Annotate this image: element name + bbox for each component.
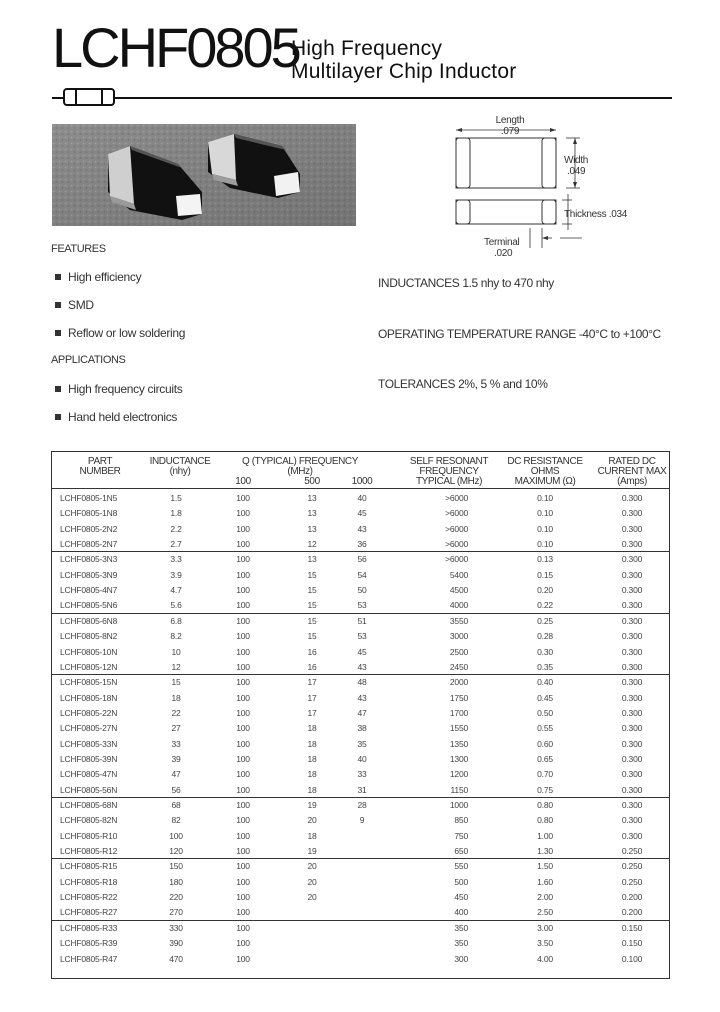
q-500-cell: 20 (307, 892, 317, 902)
rated-current-cell: 0.300 (621, 524, 643, 534)
rated-current-cell: 0.300 (621, 554, 643, 564)
header-freq-1000: 1000 (351, 476, 373, 487)
self-resonant-freq-cell: 850 (454, 815, 468, 825)
self-resonant-freq-cell: 500 (454, 877, 468, 887)
dc-resistance-cell: 0.20 (537, 585, 553, 595)
dc-resistance-cell: 0.10 (537, 539, 553, 549)
rated-current-cell: 0.300 (621, 585, 643, 595)
rated-current-cell: 0.200 (621, 907, 643, 917)
dc-resistance-cell: 1.30 (537, 846, 553, 856)
self-resonant-freq-cell: >6000 (445, 508, 468, 518)
q-100-cell: 100 (236, 923, 250, 933)
dc-resistance-cell: 0.80 (537, 800, 553, 810)
thickness-label: Thickness .034 (564, 209, 628, 220)
rated-current-cell: 0.300 (621, 677, 643, 687)
product-photo (52, 124, 356, 226)
q-500-cell: 16 (307, 662, 317, 672)
inductance-cell: 22 (171, 708, 181, 718)
q-100-cell: 100 (236, 815, 250, 825)
rated-current-cell: 0.250 (621, 877, 643, 887)
q-1000-cell: 31 (357, 785, 367, 795)
q-1000-cell: 50 (357, 585, 367, 595)
q-1000-cell: 43 (357, 693, 367, 703)
q-1000-cell: 38 (357, 723, 367, 733)
rated-current-cell: 0.300 (621, 800, 643, 810)
q-100-cell: 100 (236, 877, 250, 887)
q-500-cell: 15 (307, 631, 317, 641)
subtitle-line-1: High Frequency (291, 37, 443, 60)
dc-resistance-cell: 0.35 (537, 662, 553, 672)
self-resonant-freq-cell: 1300 (449, 754, 468, 764)
q-1000-cell: 53 (357, 631, 367, 641)
part-number-cell: LCHF0805-R15 (60, 861, 118, 871)
q-500-cell: 20 (307, 877, 317, 887)
spec-temperature-range: OPERATING TEMPERATURE RANGE -40°C to +100°C (378, 327, 661, 341)
q-100-cell: 100 (236, 662, 250, 672)
header-srf: SELF RESONANT FREQUENCY TYPICAL (MHz) (409, 456, 489, 487)
part-number-cell: LCHF0805-R39 (60, 938, 118, 948)
self-resonant-freq-cell: 1750 (449, 693, 468, 703)
part-number-cell: LCHF0805-1N8 (60, 508, 118, 518)
self-resonant-freq-cell: 1700 (449, 708, 468, 718)
product-model: LCHF0805 (52, 16, 299, 79)
part-number-cell: LCHF0805-22N (60, 708, 118, 718)
dc-resistance-cell: 0.65 (537, 754, 553, 764)
q-500-cell: 13 (307, 508, 317, 518)
q-1000-cell: 43 (357, 524, 367, 534)
dc-resistance-cell: 0.50 (537, 708, 553, 718)
self-resonant-freq-cell: >6000 (445, 524, 468, 534)
part-number-cell: LCHF0805-27N (60, 723, 118, 733)
rated-current-cell: 0.200 (621, 892, 643, 902)
q-1000-cell: 33 (357, 769, 367, 779)
inductance-cell: 12 (171, 662, 181, 672)
q-1000-cell: 36 (357, 539, 367, 549)
dc-resistance-cell: 0.70 (537, 769, 553, 779)
part-number-cell: LCHF0805-R12 (60, 846, 118, 856)
rated-current-cell: 0.300 (621, 739, 643, 749)
part-number-cell: LCHF0805-8N2 (60, 631, 118, 641)
rated-current-cell: 0.300 (621, 754, 643, 764)
applications-heading: APPLICATIONS (51, 354, 126, 366)
header-rated-current: RATED DC CURRENT MAX (Amps) (597, 456, 667, 487)
inductance-cell: 82 (171, 815, 181, 825)
terminal-label: Terminal (484, 237, 520, 248)
spec-tolerances: TOLERANCES 2%, 5 % and 10% (378, 377, 548, 391)
q-100-cell: 100 (236, 907, 250, 917)
self-resonant-freq-cell: 350 (454, 923, 468, 933)
q-100-cell: 100 (236, 693, 250, 703)
q-100-cell: 100 (236, 631, 250, 641)
self-resonant-freq-cell: 1550 (449, 723, 468, 733)
q-1000-cell: 28 (357, 800, 367, 810)
part-number-cell: LCHF0805-39N (60, 754, 118, 764)
inductance-cell: 47 (171, 769, 181, 779)
self-resonant-freq-cell: 1000 (449, 800, 468, 810)
q-100-cell: 100 (236, 493, 250, 503)
inductance-cell: 1.8 (170, 508, 182, 518)
rated-current-cell: 0.300 (621, 785, 643, 795)
part-number-cell: LCHF0805-2N2 (60, 524, 118, 534)
inductance-cell: 150 (169, 861, 183, 871)
feature-item: Reflow or low soldering (55, 326, 185, 340)
application-item: Hand held electronics (55, 410, 177, 424)
q-500-cell: 18 (307, 785, 317, 795)
inductance-cell: 2.2 (170, 524, 182, 534)
title-rule (52, 97, 672, 99)
inductance-cell: 100 (169, 831, 183, 841)
q-1000-cell: 56 (357, 554, 367, 564)
q-100-cell: 100 (236, 861, 250, 871)
q-1000-cell: 54 (357, 570, 367, 580)
bullet-icon (55, 386, 61, 392)
rated-current-cell: 0.300 (621, 815, 643, 825)
dc-resistance-cell: 4.00 (537, 954, 553, 964)
header-freq-100: 100 (235, 476, 251, 487)
terminal-value: .020 (494, 248, 513, 259)
self-resonant-freq-cell: >6000 (445, 554, 468, 564)
q-500-cell: 18 (307, 723, 317, 733)
part-number-cell: LCHF0805-12N (60, 662, 118, 672)
q-500-cell: 17 (307, 693, 317, 703)
q-100-cell: 100 (236, 785, 250, 795)
dc-resistance-cell: 0.13 (537, 554, 553, 564)
q-500-cell: 18 (307, 831, 317, 841)
part-number-cell: LCHF0805-2N7 (60, 539, 118, 549)
q-100-cell: 100 (236, 647, 250, 657)
inductance-cell: 470 (169, 954, 183, 964)
bullet-icon (55, 330, 61, 336)
length-label: Length (495, 115, 525, 126)
q-100-cell: 100 (236, 539, 250, 549)
q-500-cell: 12 (307, 539, 317, 549)
part-number-cell: LCHF0805-R27 (60, 907, 118, 917)
inductance-cell: 270 (169, 907, 183, 917)
self-resonant-freq-cell: 3000 (449, 631, 468, 641)
application-item: High frequency circuits (55, 382, 182, 396)
spec-inductances: INDUCTANCES 1.5 nhy to 470 nhy (378, 276, 554, 290)
q-100-cell: 100 (236, 892, 250, 902)
group-divider (52, 613, 669, 614)
q-1000-cell: 48 (357, 677, 367, 687)
header-q-frequency: Q (TYPICAL) FREQUENCY (MHz) (241, 456, 359, 477)
self-resonant-freq-cell: >6000 (445, 539, 468, 549)
q-100-cell: 100 (236, 831, 250, 841)
rated-current-cell: 0.300 (621, 631, 643, 641)
q-100-cell: 100 (236, 508, 250, 518)
rated-current-cell: 0.300 (621, 662, 643, 672)
dc-resistance-cell: 0.45 (537, 693, 553, 703)
q-500-cell: 15 (307, 616, 317, 626)
rated-current-cell: 0.300 (621, 708, 643, 718)
dc-resistance-cell: 0.10 (537, 508, 553, 518)
rated-current-cell: 0.150 (621, 938, 643, 948)
part-number-cell: LCHF0805-10N (60, 647, 118, 657)
q-500-cell: 19 (307, 800, 317, 810)
rated-current-cell: 0.100 (621, 954, 643, 964)
dc-resistance-cell: 1.50 (537, 861, 553, 871)
q-1000-cell: 43 (357, 662, 367, 672)
rated-current-cell: 0.300 (621, 723, 643, 733)
bullet-icon (55, 302, 61, 308)
dc-resistance-cell: 2.50 (537, 907, 553, 917)
inductance-cell: 4.7 (170, 585, 182, 595)
q-100-cell: 100 (236, 739, 250, 749)
rated-current-cell: 0.300 (621, 508, 643, 518)
inductance-cell: 39 (171, 754, 181, 764)
dc-resistance-cell: 0.60 (537, 739, 553, 749)
inductance-cell: 3.3 (170, 554, 182, 564)
group-divider (52, 674, 669, 675)
rated-current-cell: 0.300 (621, 693, 643, 703)
q-500-cell: 13 (307, 493, 317, 503)
q-1000-cell: 51 (357, 616, 367, 626)
group-divider (52, 858, 669, 859)
part-number-cell: LCHF0805-4N7 (60, 585, 118, 595)
inductance-cell: 1.5 (170, 493, 182, 503)
dc-resistance-cell: 1.00 (537, 831, 553, 841)
q-100-cell: 100 (236, 938, 250, 948)
dc-resistance-cell: 0.30 (537, 647, 553, 657)
q-500-cell: 20 (307, 815, 317, 825)
rated-current-cell: 0.300 (621, 769, 643, 779)
bullet-icon (55, 414, 61, 420)
self-resonant-freq-cell: 1350 (449, 739, 468, 749)
self-resonant-freq-cell: 650 (454, 846, 468, 856)
header-freq-500: 500 (304, 476, 320, 487)
q-100-cell: 100 (236, 677, 250, 687)
dc-resistance-cell: 0.40 (537, 677, 553, 687)
self-resonant-freq-cell: 2450 (449, 662, 468, 672)
q-100-cell: 100 (236, 554, 250, 564)
rated-current-cell: 0.300 (621, 570, 643, 580)
rated-current-cell: 0.250 (621, 846, 643, 856)
part-number-cell: LCHF0805-68N (60, 800, 118, 810)
inductance-cell: 5.6 (170, 600, 182, 610)
feature-item: SMD (55, 298, 94, 312)
dc-resistance-cell: 3.50 (537, 938, 553, 948)
rated-current-cell: 0.300 (621, 493, 643, 503)
part-number-cell: LCHF0805-R47 (60, 954, 118, 964)
feature-item: High efficiency (55, 270, 141, 284)
bullet-icon (55, 274, 61, 280)
q-500-cell: 18 (307, 754, 317, 764)
part-number-cell: LCHF0805-3N9 (60, 570, 118, 580)
inductance-cell: 3.9 (170, 570, 182, 580)
inductance-cell: 6.8 (170, 616, 182, 626)
part-number-cell: LCHF0805-R10 (60, 831, 118, 841)
q-1000-cell: 45 (357, 508, 367, 518)
features-heading: FEATURES (51, 243, 106, 255)
q-1000-cell: 35 (357, 739, 367, 749)
rated-current-cell: 0.300 (621, 647, 643, 657)
dc-resistance-cell: 2.00 (537, 892, 553, 902)
table-header-rule (52, 488, 669, 489)
self-resonant-freq-cell: 300 (454, 954, 468, 964)
q-500-cell: 17 (307, 677, 317, 687)
subtitle-line-2: Multilayer Chip Inductor (291, 60, 517, 83)
part-number-cell: LCHF0805-56N (60, 785, 118, 795)
self-resonant-freq-cell: 3550 (449, 616, 468, 626)
dc-resistance-cell: 3.00 (537, 923, 553, 933)
q-1000-cell: 40 (357, 493, 367, 503)
self-resonant-freq-cell: 450 (454, 892, 468, 902)
inductance-cell: 27 (171, 723, 181, 733)
part-number-cell: LCHF0805-18N (60, 693, 118, 703)
dc-resistance-cell: 0.80 (537, 815, 553, 825)
part-number-cell: LCHF0805-3N3 (60, 554, 118, 564)
q-100-cell: 100 (236, 600, 250, 610)
inductance-cell: 68 (171, 800, 181, 810)
q-500-cell: 16 (307, 647, 317, 657)
part-number-cell: LCHF0805-33N (60, 739, 118, 749)
self-resonant-freq-cell: 4000 (449, 600, 468, 610)
dc-resistance-cell: 0.22 (537, 600, 553, 610)
inductance-cell: 8.2 (170, 631, 182, 641)
self-resonant-freq-cell: 5400 (449, 570, 468, 580)
inductance-cell: 330 (169, 923, 183, 933)
dc-resistance-cell: 0.25 (537, 616, 553, 626)
inductance-cell: 120 (169, 846, 183, 856)
part-number-cell: LCHF0805-15N (60, 677, 118, 687)
self-resonant-freq-cell: 2000 (449, 677, 468, 687)
q-500-cell: 18 (307, 769, 317, 779)
part-number-cell: LCHF0805-6N8 (60, 616, 118, 626)
q-500-cell: 20 (307, 861, 317, 871)
header-part: PART NUMBER (79, 456, 121, 477)
width-label: Width (564, 155, 589, 166)
q-500-cell: 15 (307, 570, 317, 580)
q-500-cell: 19 (307, 846, 317, 856)
q-1000-cell: 9 (359, 815, 365, 825)
self-resonant-freq-cell: 350 (454, 938, 468, 948)
inductance-cell: 33 (171, 739, 181, 749)
group-divider (52, 797, 669, 798)
q-100-cell: 100 (236, 754, 250, 764)
rated-current-cell: 0.300 (621, 616, 643, 626)
rated-current-cell: 0.300 (621, 600, 643, 610)
inductance-cell: 56 (171, 785, 181, 795)
q-100-cell: 100 (236, 800, 250, 810)
header-dc-resistance: DC RESISTANCE OHMS MAXIMUM (Ω) (507, 456, 583, 487)
q-500-cell: 17 (307, 708, 317, 718)
self-resonant-freq-cell: 1150 (450, 785, 468, 795)
chip-outline-icon (63, 88, 115, 106)
rated-current-cell: 0.300 (621, 539, 643, 549)
part-number-cell: LCHF0805-47N (60, 769, 118, 779)
width-value: .049 (567, 166, 586, 177)
inductance-cell: 10 (171, 647, 181, 657)
rated-current-cell: 0.150 (621, 923, 643, 933)
q-1000-cell: 40 (357, 754, 367, 764)
inductance-cell: 15 (171, 677, 181, 687)
part-number-cell: LCHF0805-5N6 (60, 600, 118, 610)
q-1000-cell: 47 (357, 708, 367, 718)
self-resonant-freq-cell: 550 (454, 861, 468, 871)
header-inductance: INDUCTANCE (nhy) (149, 456, 211, 477)
q-500-cell: 15 (307, 600, 317, 610)
dc-resistance-cell: 1.60 (537, 877, 553, 887)
q-100-cell: 100 (236, 524, 250, 534)
dc-resistance-cell: 0.10 (537, 524, 553, 534)
part-number-cell: LCHF0805-R22 (60, 892, 118, 902)
q-100-cell: 100 (236, 846, 250, 856)
self-resonant-freq-cell: 1200 (449, 769, 468, 779)
group-divider (52, 551, 669, 552)
q-500-cell: 15 (307, 585, 317, 595)
dc-resistance-cell: 0.75 (537, 785, 553, 795)
q-500-cell: 18 (307, 739, 317, 749)
q-1000-cell: 45 (357, 647, 367, 657)
part-number-cell: LCHF0805-1N5 (60, 493, 118, 503)
inductance-cell: 18 (171, 693, 181, 703)
inductance-cell: 390 (169, 938, 183, 948)
dc-resistance-cell: 0.15 (537, 570, 553, 580)
dc-resistance-cell: 0.10 (537, 493, 553, 503)
group-divider (52, 920, 669, 921)
inductance-cell: 2.7 (170, 539, 182, 549)
q-100-cell: 100 (236, 585, 250, 595)
length-value: .079 (500, 126, 520, 137)
q-100-cell: 100 (236, 769, 250, 779)
self-resonant-freq-cell: 750 (454, 831, 468, 841)
inductance-cell: 220 (169, 892, 183, 902)
self-resonant-freq-cell: 400 (454, 907, 468, 917)
rated-current-cell: 0.300 (621, 831, 643, 841)
q-500-cell: 13 (307, 524, 317, 534)
dc-resistance-cell: 0.55 (537, 723, 553, 733)
q-100-cell: 100 (236, 954, 250, 964)
q-100-cell: 100 (236, 616, 250, 626)
rated-current-cell: 0.250 (621, 861, 643, 871)
self-resonant-freq-cell: 4500 (449, 585, 468, 595)
q-100-cell: 100 (236, 708, 250, 718)
self-resonant-freq-cell: >6000 (445, 493, 468, 503)
dc-resistance-cell: 0.28 (537, 631, 553, 641)
q-100-cell: 100 (236, 723, 250, 733)
inductance-cell: 180 (169, 877, 183, 887)
q-500-cell: 13 (307, 554, 317, 564)
part-number-cell: LCHF0805-82N (60, 815, 118, 825)
q-1000-cell: 53 (357, 600, 367, 610)
self-resonant-freq-cell: 2500 (449, 647, 468, 657)
q-100-cell: 100 (236, 570, 250, 580)
part-number-cell: LCHF0805-R33 (60, 923, 118, 933)
part-number-cell: LCHF0805-R18 (60, 877, 118, 887)
